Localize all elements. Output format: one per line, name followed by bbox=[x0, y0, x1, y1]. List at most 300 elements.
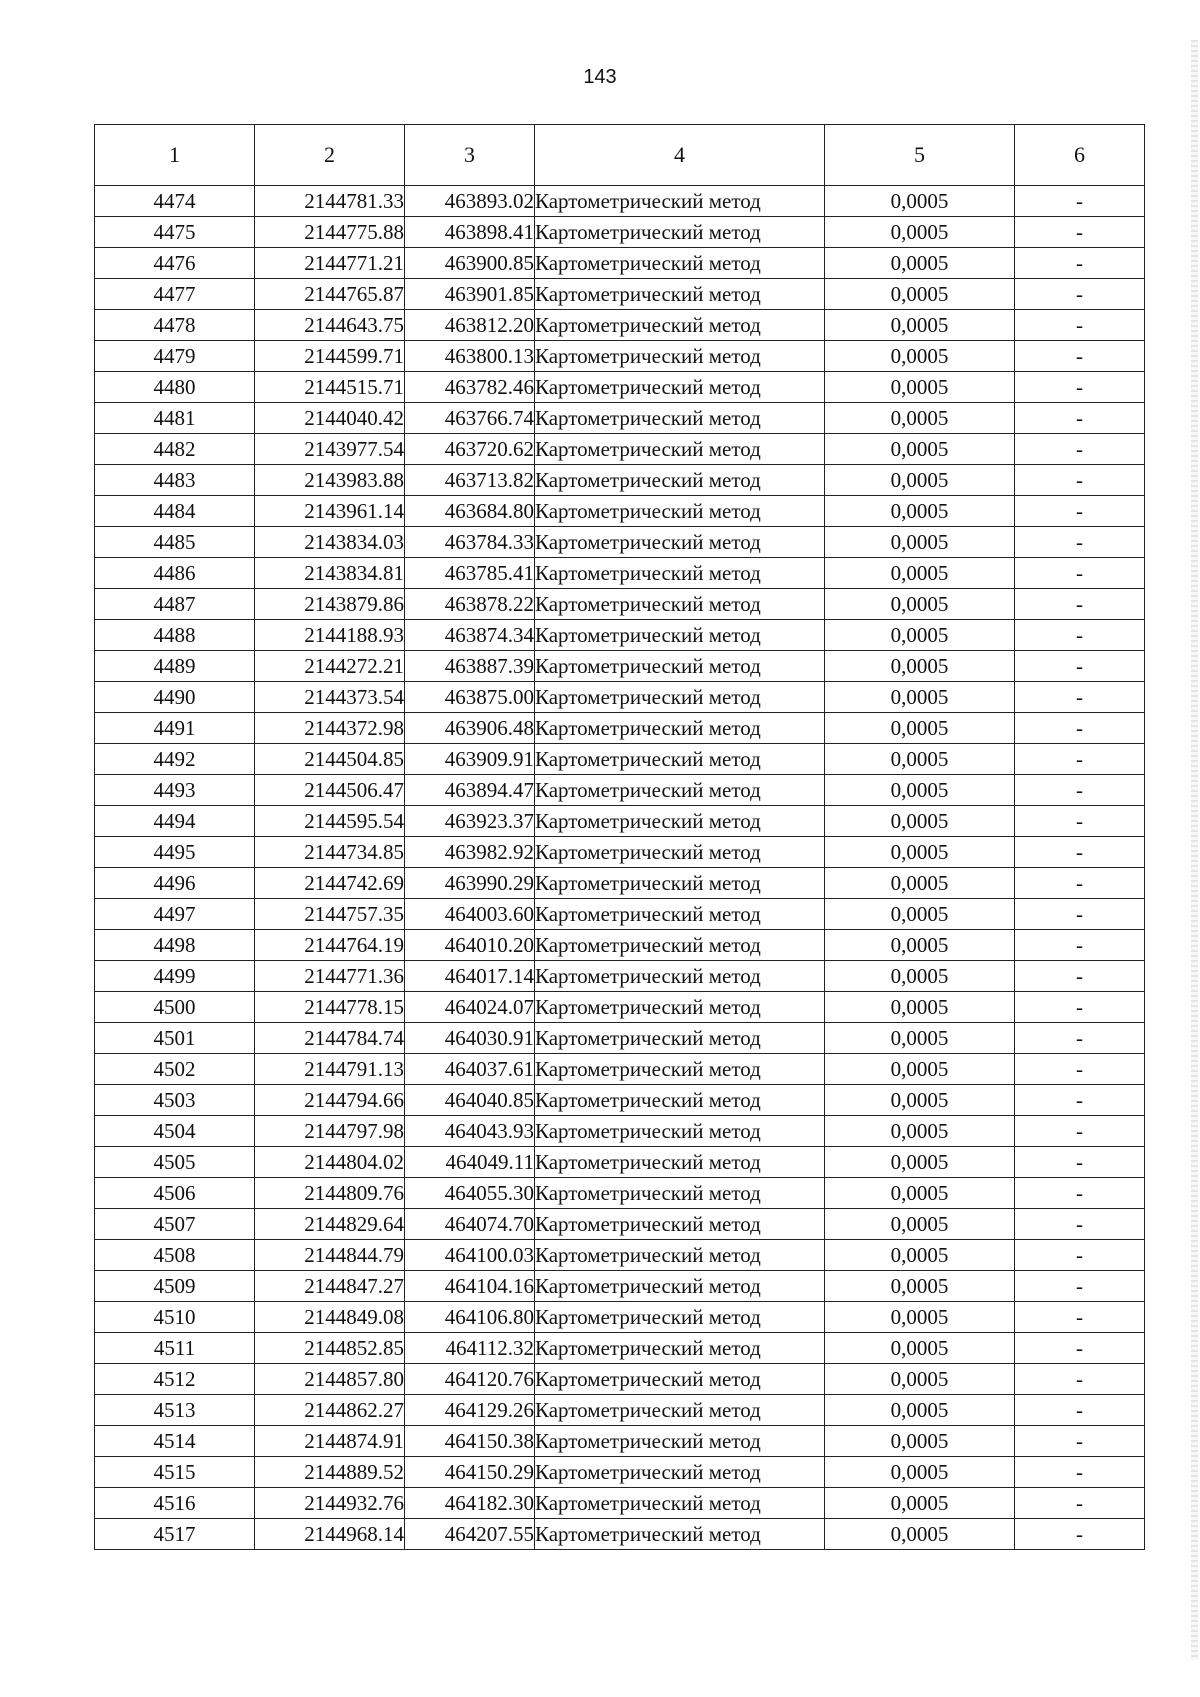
cell-method: Картометрический метод bbox=[535, 1085, 825, 1116]
cell-coord-y: 464037.61 bbox=[405, 1054, 535, 1085]
cell-coord-y: 463713.82 bbox=[405, 465, 535, 496]
cell-method: Картометрический метод bbox=[535, 837, 825, 868]
cell-method: Картометрический метод bbox=[535, 558, 825, 589]
cell-coord-x: 2144932.76 bbox=[255, 1488, 405, 1519]
table-row bbox=[95, 1457, 1145, 1488]
cell-coord-x: 2144968.14 bbox=[255, 1519, 405, 1550]
cell-note: - bbox=[1015, 279, 1145, 310]
table-row bbox=[95, 1364, 1145, 1395]
cell-point-number: 4517 bbox=[95, 1519, 255, 1550]
cell-note: - bbox=[1015, 434, 1145, 465]
cell-point-number: 4510 bbox=[95, 1302, 255, 1333]
cell-method: Картометрический метод bbox=[535, 1395, 825, 1426]
header-col-3: 3 bbox=[405, 125, 535, 186]
cell-method: Картометрический метод bbox=[535, 1488, 825, 1519]
cell-coord-x: 2144809.76 bbox=[255, 1178, 405, 1209]
table-row bbox=[95, 1209, 1145, 1240]
cell-coord-y: 463720.62 bbox=[405, 434, 535, 465]
table-body bbox=[95, 186, 1145, 1550]
cell-point-number: 4475 bbox=[95, 217, 255, 248]
cell-precision: 0,0005 bbox=[825, 310, 1015, 341]
table-row bbox=[95, 1488, 1145, 1519]
cell-precision: 0,0005 bbox=[825, 1054, 1015, 1085]
table-row bbox=[95, 1426, 1145, 1457]
cell-method: Картометрический метод bbox=[535, 310, 825, 341]
cell-coord-y: 463812.20 bbox=[405, 310, 535, 341]
cell-point-number: 4491 bbox=[95, 713, 255, 744]
cell-method: Картометрический метод bbox=[535, 620, 825, 651]
cell-precision: 0,0005 bbox=[825, 496, 1015, 527]
cell-note: - bbox=[1015, 1023, 1145, 1054]
cell-method: Картометрический метод bbox=[535, 465, 825, 496]
cell-coord-y: 464049.11 bbox=[405, 1147, 535, 1178]
table-row bbox=[95, 651, 1145, 682]
cell-method: Картометрический метод bbox=[535, 868, 825, 899]
cell-coord-y: 463894.47 bbox=[405, 775, 535, 806]
cell-coord-x: 2143961.14 bbox=[255, 496, 405, 527]
cell-precision: 0,0005 bbox=[825, 279, 1015, 310]
cell-note: - bbox=[1015, 403, 1145, 434]
cell-point-number: 4512 bbox=[95, 1364, 255, 1395]
cell-note: - bbox=[1015, 186, 1145, 217]
cell-precision: 0,0005 bbox=[825, 1364, 1015, 1395]
cell-coord-y: 464150.38 bbox=[405, 1426, 535, 1457]
table-row bbox=[95, 1085, 1145, 1116]
cell-precision: 0,0005 bbox=[825, 1023, 1015, 1054]
cell-coord-y: 463900.85 bbox=[405, 248, 535, 279]
table-row bbox=[95, 1302, 1145, 1333]
cell-point-number: 4485 bbox=[95, 527, 255, 558]
cell-coord-y: 464182.30 bbox=[405, 1488, 535, 1519]
cell-coord-x: 2144757.35 bbox=[255, 899, 405, 930]
cell-coord-x: 2144889.52 bbox=[255, 1457, 405, 1488]
table-row bbox=[95, 1271, 1145, 1302]
table-row bbox=[95, 1054, 1145, 1085]
table-row bbox=[95, 186, 1145, 217]
cell-coord-y: 464030.91 bbox=[405, 1023, 535, 1054]
cell-coord-x: 2144734.85 bbox=[255, 837, 405, 868]
cell-coord-x: 2144771.21 bbox=[255, 248, 405, 279]
cell-point-number: 4516 bbox=[95, 1488, 255, 1519]
cell-note: - bbox=[1015, 713, 1145, 744]
cell-precision: 0,0005 bbox=[825, 1085, 1015, 1116]
table-row bbox=[95, 372, 1145, 403]
cell-precision: 0,0005 bbox=[825, 961, 1015, 992]
cell-coord-y: 464074.70 bbox=[405, 1209, 535, 1240]
cell-coord-x: 2144775.88 bbox=[255, 217, 405, 248]
table-row bbox=[95, 961, 1145, 992]
cell-coord-x: 2144643.75 bbox=[255, 310, 405, 341]
cell-precision: 0,0005 bbox=[825, 1271, 1015, 1302]
cell-point-number: 4501 bbox=[95, 1023, 255, 1054]
cell-method: Картометрический метод bbox=[535, 1147, 825, 1178]
cell-coord-y: 464129.26 bbox=[405, 1395, 535, 1426]
coordinates-table bbox=[94, 124, 1145, 1550]
cell-method: Картометрический метод bbox=[535, 527, 825, 558]
cell-coord-x: 2144595.54 bbox=[255, 806, 405, 837]
cell-precision: 0,0005 bbox=[825, 341, 1015, 372]
cell-precision: 0,0005 bbox=[825, 992, 1015, 1023]
cell-method: Картометрический метод bbox=[535, 1240, 825, 1271]
cell-precision: 0,0005 bbox=[825, 868, 1015, 899]
cell-precision: 0,0005 bbox=[825, 1519, 1015, 1550]
cell-precision: 0,0005 bbox=[825, 651, 1015, 682]
cell-method: Картометрический метод bbox=[535, 279, 825, 310]
cell-note: - bbox=[1015, 651, 1145, 682]
cell-coord-y: 463893.02 bbox=[405, 186, 535, 217]
table-row bbox=[95, 868, 1145, 899]
cell-coord-y: 463898.41 bbox=[405, 217, 535, 248]
cell-method: Картометрический метод bbox=[535, 651, 825, 682]
cell-point-number: 4486 bbox=[95, 558, 255, 589]
table-row bbox=[95, 1333, 1145, 1364]
cell-coord-x: 2143983.88 bbox=[255, 465, 405, 496]
cell-note: - bbox=[1015, 775, 1145, 806]
cell-coord-x: 2144778.15 bbox=[255, 992, 405, 1023]
cell-coord-x: 2144829.64 bbox=[255, 1209, 405, 1240]
cell-coord-x: 2144040.42 bbox=[255, 403, 405, 434]
cell-point-number: 4502 bbox=[95, 1054, 255, 1085]
cell-note: - bbox=[1015, 899, 1145, 930]
cell-coord-x: 2143834.81 bbox=[255, 558, 405, 589]
cell-note: - bbox=[1015, 465, 1145, 496]
cell-precision: 0,0005 bbox=[825, 837, 1015, 868]
cell-point-number: 4508 bbox=[95, 1240, 255, 1271]
table-row bbox=[95, 682, 1145, 713]
cell-precision: 0,0005 bbox=[825, 1426, 1015, 1457]
cell-coord-x: 2144272.21 bbox=[255, 651, 405, 682]
cell-coord-x: 2144874.91 bbox=[255, 1426, 405, 1457]
cell-coord-x: 2144852.85 bbox=[255, 1333, 405, 1364]
cell-precision: 0,0005 bbox=[825, 1116, 1015, 1147]
cell-note: - bbox=[1015, 248, 1145, 279]
table-row bbox=[95, 930, 1145, 961]
cell-method: Картометрический метод bbox=[535, 1519, 825, 1550]
cell-coord-x: 2144515.71 bbox=[255, 372, 405, 403]
cell-point-number: 4490 bbox=[95, 682, 255, 713]
table-row bbox=[95, 1147, 1145, 1178]
cell-precision: 0,0005 bbox=[825, 1209, 1015, 1240]
cell-coord-y: 464112.32 bbox=[405, 1333, 535, 1364]
cell-note: - bbox=[1015, 682, 1145, 713]
cell-method: Картометрический метод bbox=[535, 961, 825, 992]
cell-note: - bbox=[1015, 1364, 1145, 1395]
cell-coord-x: 2144857.80 bbox=[255, 1364, 405, 1395]
cell-note: - bbox=[1015, 1519, 1145, 1550]
cell-note: - bbox=[1015, 1302, 1145, 1333]
cell-note: - bbox=[1015, 744, 1145, 775]
cell-coord-y: 463875.00 bbox=[405, 682, 535, 713]
cell-point-number: 4489 bbox=[95, 651, 255, 682]
cell-coord-y: 463766.74 bbox=[405, 403, 535, 434]
table-row bbox=[95, 465, 1145, 496]
cell-method: Картометрический метод bbox=[535, 1302, 825, 1333]
table-row bbox=[95, 1395, 1145, 1426]
cell-note: - bbox=[1015, 868, 1145, 899]
cell-precision: 0,0005 bbox=[825, 930, 1015, 961]
cell-precision: 0,0005 bbox=[825, 558, 1015, 589]
cell-coord-x: 2144765.87 bbox=[255, 279, 405, 310]
table-row bbox=[95, 620, 1145, 651]
cell-method: Картометрический метод bbox=[535, 1209, 825, 1240]
cell-precision: 0,0005 bbox=[825, 372, 1015, 403]
cell-point-number: 4511 bbox=[95, 1333, 255, 1364]
cell-method: Картометрический метод bbox=[535, 1271, 825, 1302]
cell-point-number: 4493 bbox=[95, 775, 255, 806]
cell-point-number: 4497 bbox=[95, 899, 255, 930]
header-col-6: 6 bbox=[1015, 125, 1145, 186]
cell-method: Картометрический метод bbox=[535, 775, 825, 806]
cell-precision: 0,0005 bbox=[825, 1147, 1015, 1178]
cell-coord-y: 464010.20 bbox=[405, 930, 535, 961]
cell-coord-x: 2144599.71 bbox=[255, 341, 405, 372]
cell-method: Картометрический метод bbox=[535, 682, 825, 713]
table-row bbox=[95, 217, 1145, 248]
cell-point-number: 4482 bbox=[95, 434, 255, 465]
cell-precision: 0,0005 bbox=[825, 713, 1015, 744]
header-col-4: 4 bbox=[535, 125, 825, 186]
cell-coord-y: 463909.91 bbox=[405, 744, 535, 775]
cell-point-number: 4480 bbox=[95, 372, 255, 403]
cell-method: Картометрический метод bbox=[535, 713, 825, 744]
cell-note: - bbox=[1015, 930, 1145, 961]
cell-point-number: 4488 bbox=[95, 620, 255, 651]
cell-coord-x: 2144504.85 bbox=[255, 744, 405, 775]
cell-point-number: 4481 bbox=[95, 403, 255, 434]
table-row bbox=[95, 992, 1145, 1023]
cell-method: Картометрический метод bbox=[535, 1364, 825, 1395]
cell-precision: 0,0005 bbox=[825, 1240, 1015, 1271]
cell-point-number: 4479 bbox=[95, 341, 255, 372]
cell-note: - bbox=[1015, 1085, 1145, 1116]
cell-precision: 0,0005 bbox=[825, 403, 1015, 434]
cell-precision: 0,0005 bbox=[825, 899, 1015, 930]
cell-method: Картометрический метод bbox=[535, 1023, 825, 1054]
cell-note: - bbox=[1015, 1457, 1145, 1488]
cell-point-number: 4515 bbox=[95, 1457, 255, 1488]
cell-coord-y: 463901.85 bbox=[405, 279, 535, 310]
cell-coord-y: 463878.22 bbox=[405, 589, 535, 620]
cell-point-number: 4506 bbox=[95, 1178, 255, 1209]
cell-coord-y: 463800.13 bbox=[405, 341, 535, 372]
cell-note: - bbox=[1015, 1054, 1145, 1085]
cell-coord-x: 2144784.74 bbox=[255, 1023, 405, 1054]
cell-method: Картометрический метод bbox=[535, 403, 825, 434]
table-row bbox=[95, 589, 1145, 620]
cell-coord-y: 464043.93 bbox=[405, 1116, 535, 1147]
table-row bbox=[95, 279, 1145, 310]
cell-point-number: 4499 bbox=[95, 961, 255, 992]
cell-precision: 0,0005 bbox=[825, 806, 1015, 837]
cell-point-number: 4509 bbox=[95, 1271, 255, 1302]
cell-point-number: 4505 bbox=[95, 1147, 255, 1178]
cell-coord-x: 2143834.03 bbox=[255, 527, 405, 558]
cell-point-number: 4487 bbox=[95, 589, 255, 620]
cell-point-number: 4496 bbox=[95, 868, 255, 899]
cell-method: Картометрический метод bbox=[535, 589, 825, 620]
cell-coord-y: 464207.55 bbox=[405, 1519, 535, 1550]
table-row bbox=[95, 434, 1145, 465]
cell-coord-y: 463990.29 bbox=[405, 868, 535, 899]
cell-point-number: 4513 bbox=[95, 1395, 255, 1426]
cell-precision: 0,0005 bbox=[825, 620, 1015, 651]
cell-method: Картометрический метод bbox=[535, 930, 825, 961]
cell-point-number: 4477 bbox=[95, 279, 255, 310]
cell-point-number: 4495 bbox=[95, 837, 255, 868]
cell-precision: 0,0005 bbox=[825, 744, 1015, 775]
table-row bbox=[95, 1023, 1145, 1054]
cell-coord-x: 2144794.66 bbox=[255, 1085, 405, 1116]
cell-note: - bbox=[1015, 992, 1145, 1023]
table-row bbox=[95, 341, 1145, 372]
cell-precision: 0,0005 bbox=[825, 1395, 1015, 1426]
table-row bbox=[95, 1178, 1145, 1209]
cell-note: - bbox=[1015, 837, 1145, 868]
cell-method: Картометрический метод bbox=[535, 1457, 825, 1488]
cell-coord-y: 463782.46 bbox=[405, 372, 535, 403]
header-col-5: 5 bbox=[825, 125, 1015, 186]
cell-coord-x: 2144372.98 bbox=[255, 713, 405, 744]
cell-note: - bbox=[1015, 961, 1145, 992]
cell-coord-y: 464024.07 bbox=[405, 992, 535, 1023]
cell-coord-y: 464106.80 bbox=[405, 1302, 535, 1333]
cell-coord-x: 2144844.79 bbox=[255, 1240, 405, 1271]
cell-precision: 0,0005 bbox=[825, 1178, 1015, 1209]
cell-coord-x: 2144506.47 bbox=[255, 775, 405, 806]
cell-method: Картометрический метод bbox=[535, 434, 825, 465]
cell-method: Картометрический метод bbox=[535, 372, 825, 403]
cell-method: Картометрический метод bbox=[535, 1426, 825, 1457]
cell-coord-x: 2144373.54 bbox=[255, 682, 405, 713]
cell-precision: 0,0005 bbox=[825, 775, 1015, 806]
cell-note: - bbox=[1015, 217, 1145, 248]
cell-note: - bbox=[1015, 1240, 1145, 1271]
cell-point-number: 4478 bbox=[95, 310, 255, 341]
cell-note: - bbox=[1015, 806, 1145, 837]
cell-method: Картометрический метод bbox=[535, 186, 825, 217]
cell-point-number: 4503 bbox=[95, 1085, 255, 1116]
cell-coord-y: 464150.29 bbox=[405, 1457, 535, 1488]
cell-note: - bbox=[1015, 1147, 1145, 1178]
scan-edge-decoration bbox=[1191, 40, 1198, 1660]
cell-note: - bbox=[1015, 1395, 1145, 1426]
cell-coord-x: 2144797.98 bbox=[255, 1116, 405, 1147]
cell-precision: 0,0005 bbox=[825, 1333, 1015, 1364]
cell-coord-y: 464104.16 bbox=[405, 1271, 535, 1302]
table-row bbox=[95, 496, 1145, 527]
cell-point-number: 4504 bbox=[95, 1116, 255, 1147]
table-header-row bbox=[95, 125, 1145, 186]
table-row bbox=[95, 248, 1145, 279]
table-row bbox=[95, 310, 1145, 341]
cell-method: Картометрический метод bbox=[535, 806, 825, 837]
cell-note: - bbox=[1015, 1271, 1145, 1302]
cell-coord-y: 464017.14 bbox=[405, 961, 535, 992]
cell-coord-y: 463785.41 bbox=[405, 558, 535, 589]
cell-coord-y: 463874.34 bbox=[405, 620, 535, 651]
cell-coord-x: 2144862.27 bbox=[255, 1395, 405, 1426]
cell-coord-x: 2144188.93 bbox=[255, 620, 405, 651]
cell-coord-y: 463887.39 bbox=[405, 651, 535, 682]
cell-coord-x: 2144764.19 bbox=[255, 930, 405, 961]
cell-note: - bbox=[1015, 1333, 1145, 1364]
cell-coord-y: 464055.30 bbox=[405, 1178, 535, 1209]
cell-coord-y: 463784.33 bbox=[405, 527, 535, 558]
cell-coord-y: 464120.76 bbox=[405, 1364, 535, 1395]
table-row bbox=[95, 403, 1145, 434]
header-col-1: 1 bbox=[95, 125, 255, 186]
cell-precision: 0,0005 bbox=[825, 434, 1015, 465]
cell-method: Картометрический метод bbox=[535, 1054, 825, 1085]
cell-coord-y: 463982.92 bbox=[405, 837, 535, 868]
cell-coord-y: 463906.48 bbox=[405, 713, 535, 744]
cell-note: - bbox=[1015, 1209, 1145, 1240]
cell-coord-y: 464003.60 bbox=[405, 899, 535, 930]
cell-coord-x: 2144804.02 bbox=[255, 1147, 405, 1178]
cell-coord-x: 2144791.13 bbox=[255, 1054, 405, 1085]
table-row bbox=[95, 713, 1145, 744]
cell-precision: 0,0005 bbox=[825, 248, 1015, 279]
cell-note: - bbox=[1015, 1178, 1145, 1209]
cell-note: - bbox=[1015, 1488, 1145, 1519]
table-row bbox=[95, 744, 1145, 775]
table-row bbox=[95, 899, 1145, 930]
table-row bbox=[95, 1519, 1145, 1550]
cell-note: - bbox=[1015, 558, 1145, 589]
cell-note: - bbox=[1015, 1426, 1145, 1457]
cell-precision: 0,0005 bbox=[825, 465, 1015, 496]
table-row bbox=[95, 1116, 1145, 1147]
cell-method: Картометрический метод bbox=[535, 248, 825, 279]
header-col-2: 2 bbox=[255, 125, 405, 186]
cell-coord-x: 2144781.33 bbox=[255, 186, 405, 217]
cell-point-number: 4476 bbox=[95, 248, 255, 279]
cell-note: - bbox=[1015, 1116, 1145, 1147]
cell-method: Картометрический метод bbox=[535, 1333, 825, 1364]
cell-precision: 0,0005 bbox=[825, 217, 1015, 248]
cell-point-number: 4507 bbox=[95, 1209, 255, 1240]
cell-coord-x: 2143977.54 bbox=[255, 434, 405, 465]
cell-method: Картометрический метод bbox=[535, 744, 825, 775]
table-row bbox=[95, 837, 1145, 868]
cell-note: - bbox=[1015, 341, 1145, 372]
cell-point-number: 4500 bbox=[95, 992, 255, 1023]
cell-coord-x: 2144771.36 bbox=[255, 961, 405, 992]
cell-coord-x: 2144742.69 bbox=[255, 868, 405, 899]
cell-note: - bbox=[1015, 527, 1145, 558]
cell-precision: 0,0005 bbox=[825, 589, 1015, 620]
cell-note: - bbox=[1015, 589, 1145, 620]
cell-point-number: 4484 bbox=[95, 496, 255, 527]
cell-method: Картометрический метод bbox=[535, 992, 825, 1023]
page-number: 143 bbox=[583, 66, 617, 88]
cell-coord-y: 464100.03 bbox=[405, 1240, 535, 1271]
cell-precision: 0,0005 bbox=[825, 1457, 1015, 1488]
cell-note: - bbox=[1015, 620, 1145, 651]
cell-method: Картометрический метод bbox=[535, 341, 825, 372]
cell-note: - bbox=[1015, 496, 1145, 527]
table-row bbox=[95, 527, 1145, 558]
cell-precision: 0,0005 bbox=[825, 527, 1015, 558]
table-row bbox=[95, 558, 1145, 589]
cell-method: Картометрический метод bbox=[535, 496, 825, 527]
table-row bbox=[95, 806, 1145, 837]
cell-point-number: 4492 bbox=[95, 744, 255, 775]
cell-method: Картометрический метод bbox=[535, 217, 825, 248]
table-row bbox=[95, 1240, 1145, 1271]
cell-method: Картометрический метод bbox=[535, 1116, 825, 1147]
table-row bbox=[95, 775, 1145, 806]
